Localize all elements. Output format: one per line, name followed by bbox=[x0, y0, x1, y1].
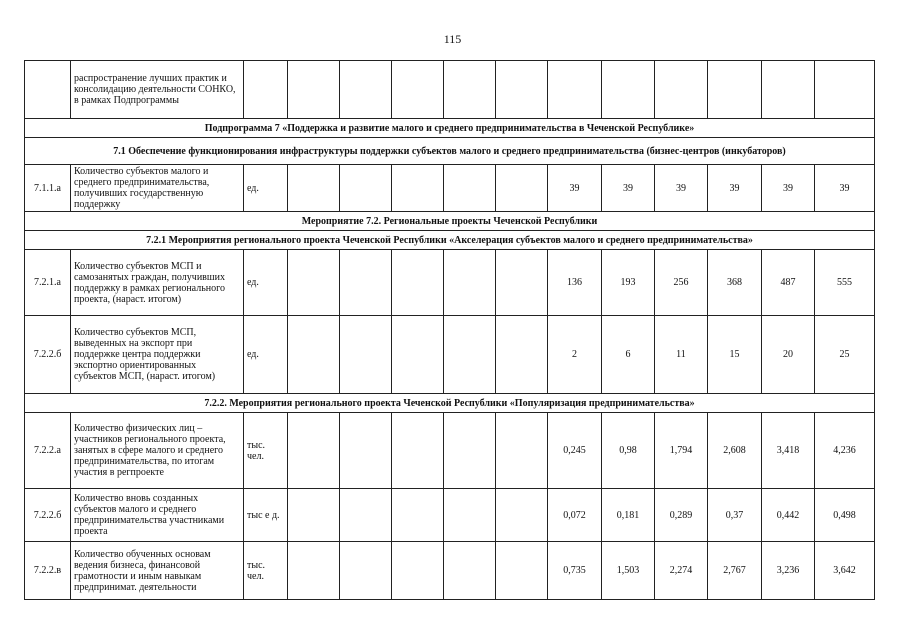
value-cell: 1,794 bbox=[655, 413, 708, 489]
section-row bbox=[25, 394, 875, 413]
unit-cell: тыс. чел. bbox=[244, 542, 288, 600]
table-row-continuation bbox=[25, 61, 875, 119]
value-cell: 4,236 bbox=[815, 413, 875, 489]
value-cell bbox=[496, 316, 548, 394]
section-heading-subprogram-7: Подпрограмма 7 «Поддержка и развитие малого и среднего предпринимательства в Чеченской Республике» bbox=[25, 119, 875, 138]
value-cell: 20 bbox=[762, 316, 815, 394]
row-code: 7.1.1.а bbox=[25, 165, 71, 212]
indicator-cell: Количество обученных основам ведения бизнеса, финансовой грамотности и иным навыкам предпринимат. деятельности bbox=[71, 542, 244, 600]
value-cell bbox=[340, 413, 392, 489]
section-heading-7-2-2: 7.2.2. Мероприятия регионального проекта Чеченской Республики «Популяризация предпринимательства» bbox=[25, 394, 875, 413]
value-cell: 2,274 bbox=[655, 542, 708, 600]
value-cell bbox=[444, 413, 496, 489]
row-code: 7.2.2.в bbox=[25, 542, 71, 600]
value-cell bbox=[340, 250, 392, 316]
value-cell bbox=[288, 542, 340, 600]
value-cell: 136 bbox=[548, 250, 602, 316]
value-cell: 11 bbox=[655, 316, 708, 394]
value-cell: 2,608 bbox=[708, 413, 762, 489]
value-cell: 39 bbox=[655, 165, 708, 212]
value-cell bbox=[444, 316, 496, 394]
value-cell: 3,642 bbox=[815, 542, 875, 600]
value-cell bbox=[444, 165, 496, 212]
value-cell: 0,181 bbox=[602, 489, 655, 542]
value-cell bbox=[340, 542, 392, 600]
value-cell: 39 bbox=[548, 165, 602, 212]
section-heading-7-2: Мероприятие 7.2. Региональные проекты Чеченской Республики bbox=[25, 212, 875, 231]
value-cell: 0,37 bbox=[708, 489, 762, 542]
table-row bbox=[25, 542, 875, 600]
indicator-cell: Количество вновь созданных субъектов малого и среднего предпринимательства участниками проекта bbox=[71, 489, 244, 542]
value-cell bbox=[392, 542, 444, 600]
value-cell bbox=[444, 542, 496, 600]
value-cell bbox=[392, 165, 444, 212]
indicator-cell: Количество субъектов малого и среднего предпринимательства, получивших государственную поддержку bbox=[71, 165, 244, 212]
value-cell bbox=[288, 316, 340, 394]
value-cell: 15 bbox=[708, 316, 762, 394]
value-cell bbox=[288, 250, 340, 316]
table-row bbox=[25, 316, 875, 394]
section-row bbox=[25, 119, 875, 138]
value-cell bbox=[340, 165, 392, 212]
section-heading-7-2-1: 7.2.1 Мероприятия регионального проекта Чеченской Республики «Акселерация субъектов малого и среднего предпринимательства» bbox=[25, 231, 875, 250]
section-heading-7-1: 7.1 Обеспечение функционирования инфраструктуры поддержки субъектов малого и среднего предпринимательства (бизнес-центров (инкубаторов) bbox=[25, 138, 875, 165]
value-cell bbox=[288, 489, 340, 542]
value-cell bbox=[288, 413, 340, 489]
value-cell: 39 bbox=[762, 165, 815, 212]
indicator-cell: Количество субъектов МСП и самозанятых граждан, получивших поддержку в рамках регионального проекта, (нараст. итогом) bbox=[71, 250, 244, 316]
section-row bbox=[25, 212, 875, 231]
value-cell bbox=[496, 250, 548, 316]
value-cell bbox=[392, 489, 444, 542]
value-cell bbox=[392, 413, 444, 489]
value-cell bbox=[496, 489, 548, 542]
value-cell bbox=[496, 542, 548, 600]
value-cell bbox=[392, 316, 444, 394]
row-code: 7.2.2.б bbox=[25, 489, 71, 542]
value-cell: 0,735 bbox=[548, 542, 602, 600]
indicator-cell: Количество субъектов МСП, выведенных на экспорт при поддержке центра поддержки экспортно ориентированных субъектов МСП, (нараст. итогом) bbox=[71, 316, 244, 394]
value-cell: 0,442 bbox=[762, 489, 815, 542]
value-cell bbox=[444, 250, 496, 316]
value-cell: 39 bbox=[602, 165, 655, 212]
unit-cell: ед. bbox=[244, 316, 288, 394]
value-cell bbox=[496, 413, 548, 489]
table-row bbox=[25, 165, 875, 212]
indicator-cell: Количество физических лиц – участников регионального проекта, занятых в сфере малого и среднего предпринимательства, по итогам участия в регпроекте bbox=[71, 413, 244, 489]
value-cell bbox=[288, 165, 340, 212]
value-cell bbox=[496, 165, 548, 212]
indicator-cell: распространение лучших практик и консолидацию деятельности СОНКО, в рамках Подпрограммы bbox=[71, 61, 244, 119]
value-cell: 256 bbox=[655, 250, 708, 316]
value-cell: 6 bbox=[602, 316, 655, 394]
value-cell: 1,503 bbox=[602, 542, 655, 600]
unit-cell: ед. bbox=[244, 250, 288, 316]
value-cell: 0,289 bbox=[655, 489, 708, 542]
value-cell: 0,245 bbox=[548, 413, 602, 489]
value-cell: 2 bbox=[548, 316, 602, 394]
value-cell: 39 bbox=[708, 165, 762, 212]
value-cell: 3,236 bbox=[762, 542, 815, 600]
indicators-table bbox=[24, 60, 875, 600]
value-cell: 368 bbox=[708, 250, 762, 316]
row-code: 7.2.2.а bbox=[25, 413, 71, 489]
value-cell bbox=[444, 489, 496, 542]
section-row bbox=[25, 231, 875, 250]
unit-cell: тыс. чел. bbox=[244, 413, 288, 489]
value-cell: 39 bbox=[815, 165, 875, 212]
unit-cell: ед. bbox=[244, 165, 288, 212]
value-cell: 0,072 bbox=[548, 489, 602, 542]
value-cell bbox=[340, 489, 392, 542]
section-row bbox=[25, 138, 875, 165]
value-cell: 487 bbox=[762, 250, 815, 316]
page-number: 115 bbox=[443, 32, 462, 46]
value-cell: 25 bbox=[815, 316, 875, 394]
row-code: 7.2.1.а bbox=[25, 250, 71, 316]
value-cell: 555 bbox=[815, 250, 875, 316]
value-cell: 193 bbox=[602, 250, 655, 316]
row-code: 7.2.2.б bbox=[25, 316, 71, 394]
value-cell: 0,98 bbox=[602, 413, 655, 489]
table-row bbox=[25, 413, 875, 489]
table-row bbox=[25, 489, 875, 542]
value-cell: 2,767 bbox=[708, 542, 762, 600]
value-cell: 3,418 bbox=[762, 413, 815, 489]
table-row bbox=[25, 250, 875, 316]
unit-cell: тыс е д. bbox=[244, 489, 288, 542]
value-cell: 0,498 bbox=[815, 489, 875, 542]
value-cell bbox=[392, 250, 444, 316]
value-cell bbox=[340, 316, 392, 394]
